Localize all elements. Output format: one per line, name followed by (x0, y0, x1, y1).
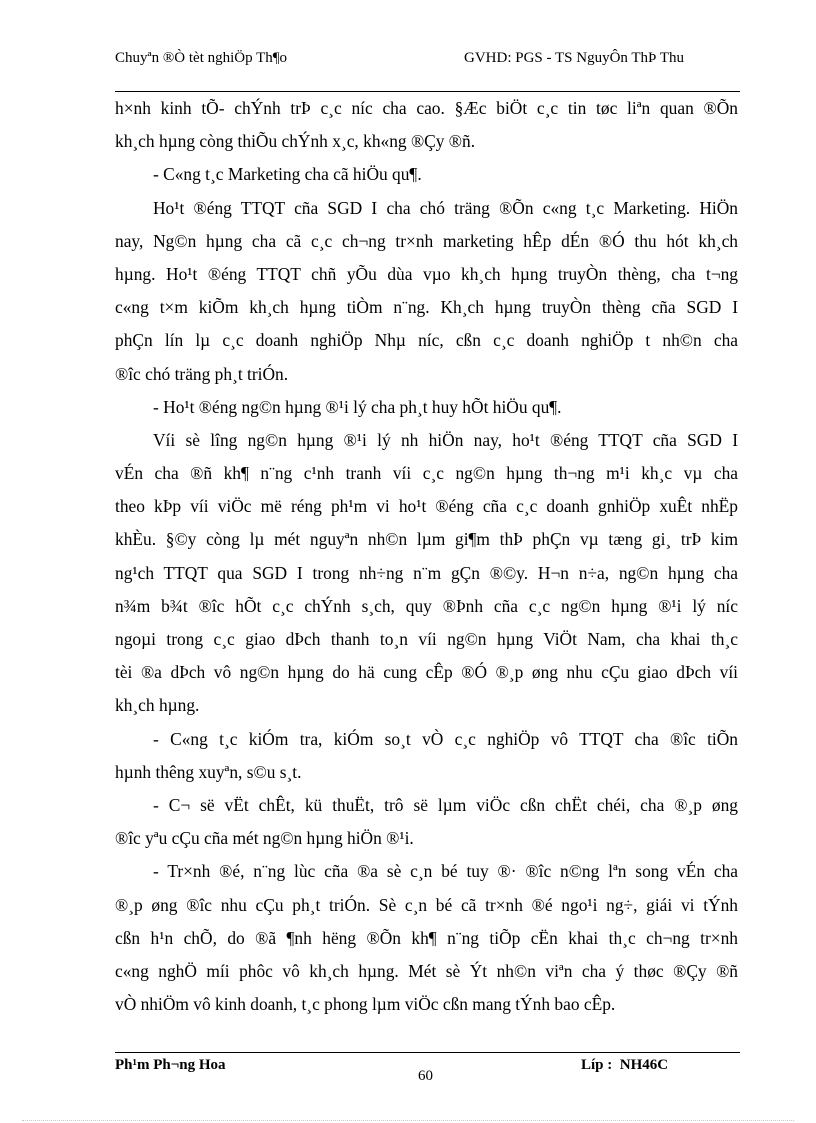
text-line: ®îc yªu cÇu cña mét ng©n hµng hiÖn ®¹i. (115, 828, 414, 849)
text-line: cßn h¹n chÕ, do ®ã ¶nh hëng ®Õn kh¶ n¨ng tiÕp cËn khai th¸c ch¬ng tr×nh (115, 927, 738, 948)
text-line: tèi ®a dÞch vô ng©n hµng do hä cung cÊp ®Ó ®¸p øng nhu cÇu giao dÞch víi (115, 662, 738, 683)
header-topic: Chuyªn ®Ò tèt nghiÖp Th¶o (115, 50, 288, 66)
text-line: c«ng nghÖ míi phôc vô kh¸ch hµng. Mét sè Ýt nh©n viªn cha ý thøc ®Çy ®ñ (115, 960, 738, 981)
text-line: Víi sè lîng ng©n hµng ®¹i lý nh hiÖn nay, ho¹t ®éng TTQT cña SGD I (153, 429, 738, 450)
body-text (115, 92, 738, 1021)
text-line: theo kÞp víi viÖc më réng ph¹m vi ho¹t ®éng cña c¸c doanh gnhiÖp xuÊt nhËp (115, 496, 738, 517)
text-line: vÉn cha ®ñ kh¶ n¨ng c¹nh tranh víi c¸c ng©n hµng th¬ng m¹i kh¸c vµ cha (115, 463, 738, 484)
text-line: n¾m b¾t ®îc hÕt c¸c chÝnh s¸ch, quy ®Þnh cña c¸c ng©n hµng ®¹i lý níc (115, 595, 738, 616)
text-line: kh¸ch hµng còng thiÕu chÝnh x¸c, kh«ng ®Çy ®ñ. (115, 131, 476, 152)
text-line: hµng. Ho¹t ®éng TTQT chñ yÕu dùa vµo kh¸ch hµng truyÒn thèng, cha t¬ng (115, 263, 738, 284)
text-line: - C«ng t¸c Marketing cha cã hiÖu qu¶. (153, 164, 422, 185)
footer-class: Líp : NH46C (581, 1057, 669, 1073)
text-line: - C¬ së vËt chÊt, kü thuËt, trô së lµm viÖc cßn chËt chéi, cha ®¸p øng (153, 794, 738, 815)
page-edge-divider (22, 1120, 794, 1121)
text-line: ng¹ch TTQT qua SGD I trong nh÷ng n¨m gÇn ®©y. H¬n n÷a, ng©n hµng cha (115, 562, 738, 583)
footer-author: Ph¹m Ph¬ng Hoa (115, 1057, 226, 1073)
text-line: hµnh thêng xuyªn, s©u s¸t. (115, 761, 302, 782)
text-line: ®îc chó träng ph¸t triÓn. (115, 363, 289, 384)
text-line: - C«ng t¸c kiÓm tra, kiÓm so¸t vÒ c¸c nghiÖp vô TTQT cha ®îc tiÕn (153, 728, 738, 749)
header-supervisor: GVHD: PGS - TS NguyÔn ThÞ Thu (464, 50, 685, 66)
text-line: nay, Ng©n hµng cha cã c¸c ch¬ng tr×nh marketing hÊp dÉn ®Ó thu hót kh¸ch (115, 230, 738, 251)
page-number: 60 (418, 1068, 433, 1084)
text-line: vÒ nhiÖm vô kinh doanh, t¸c phong lµm viÖc cßn mang tÝnh bao cÊp. (115, 994, 616, 1015)
text-line: c«ng t×m kiÕm kh¸ch hµng tiÒm n¨ng. Kh¸ch hµng truyÒn thèng cña SGD I (115, 297, 738, 318)
text-line: - Ho¹t ®éng ng©n hµng ®¹i lý cha ph¸t huy hÕt hiÖu qu¶. (153, 396, 562, 417)
text-line: h×nh kinh tÕ- chÝnh trÞ c¸c níc cha cao. §Æc biÖt c¸c tin tøc liªn quan ®Õn (115, 98, 738, 118)
text-line: phÇn lín lµ c¸c doanh nghiÖp Nhµ níc, cßn c¸c doanh nghiÖp t nh©n cha (115, 330, 738, 351)
text-line: kh¸ch hµng. (115, 695, 200, 716)
text-line: ®¸p øng ®îc nhu cÇu ph¸t triÓn. Sè c¸n bé cã tr×nh ®é ngo¹i ng÷, giái vi tÝnh (115, 894, 738, 915)
footer-rule (115, 1052, 740, 1053)
text-line: khÈu. §©y còng lµ mét nguyªn nh©n lµm gi¶m thÞ phÇn vµ tæng gi¸ trÞ kim (115, 529, 738, 550)
text-line: Ho¹t ®éng TTQT cña SGD I cha chó träng ®Õn c«ng t¸c Marketing. HiÖn (153, 197, 738, 218)
text-line: ngoµi trong c¸c giao dÞch thanh to¸n víi ng©n hµng ViÖt Nam, cha khai th¸c (115, 629, 738, 649)
text-line: - Tr×nh ®é, n¨ng lùc cña ®a sè c¸n bé tuy ®· ®îc n©ng lªn song vÉn cha (153, 861, 738, 882)
